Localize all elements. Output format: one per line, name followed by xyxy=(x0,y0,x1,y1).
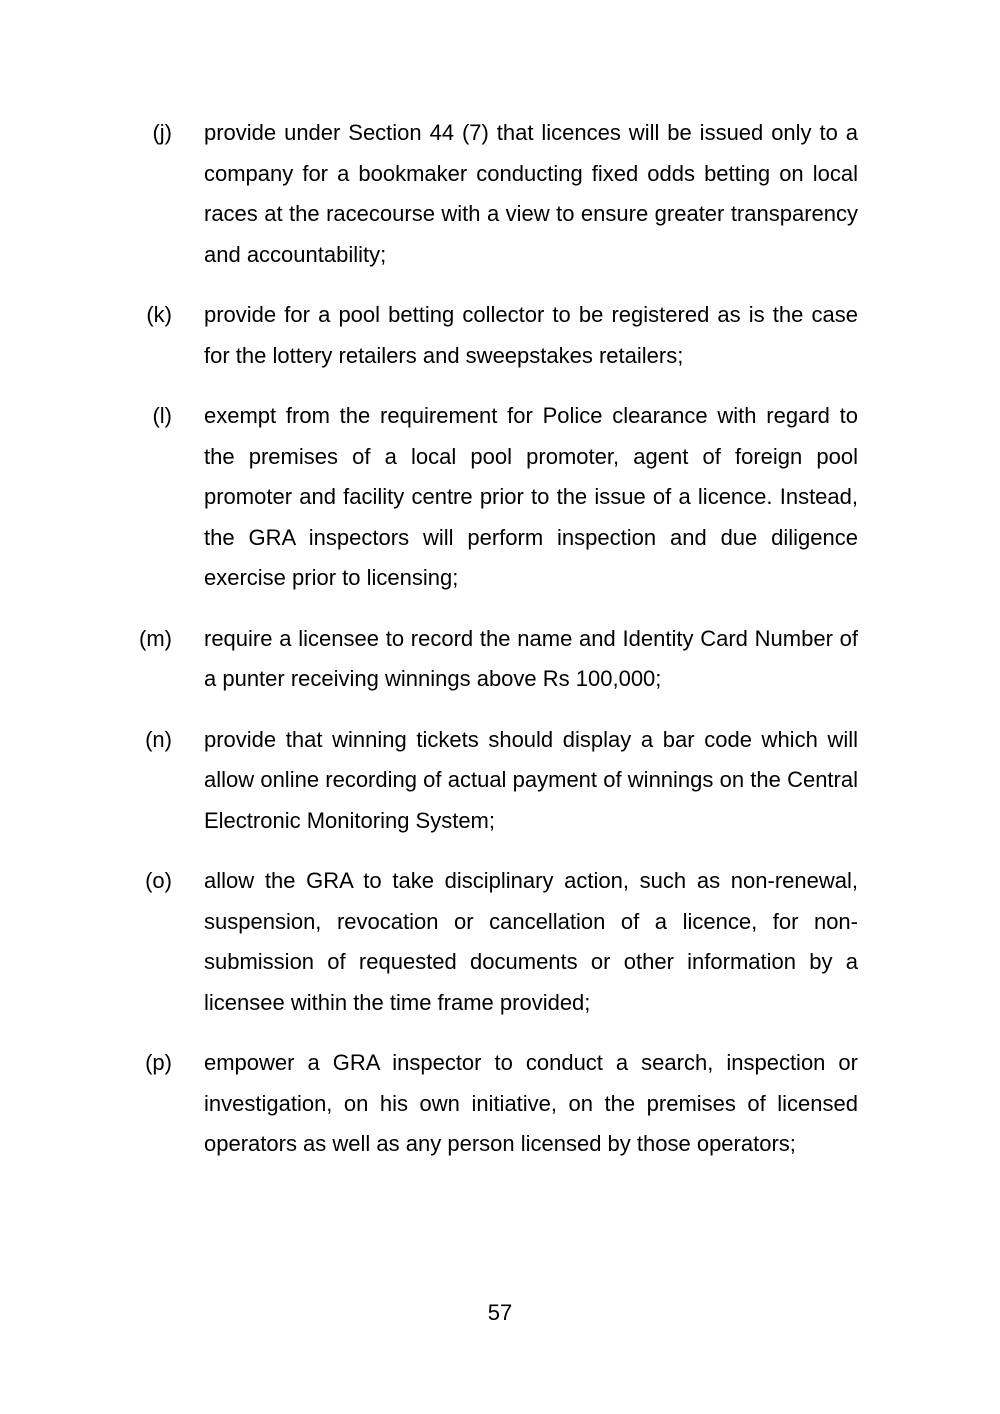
clause-label: (n) xyxy=(145,726,172,752)
clause-label: (l) xyxy=(152,403,172,428)
clause-p xyxy=(0,1043,1000,1165)
clause-text: allow the GRA to take disciplinary action, such as non-renewal, suspension, revocation or cancellation of a licence, for non-submission of requested documents or other information by a licensee within the time frame provided; xyxy=(204,868,858,1015)
clause-m xyxy=(0,619,1000,700)
page-number: 57 xyxy=(487,1300,513,1325)
clause-label: (j) xyxy=(152,120,172,145)
clause-text: provide under Section 44 (7) that licences will be issued only to a company for a bookmaker conducting fixed odds betting on local races at the racecourse with a view to ensure greater transparency and accountability; xyxy=(204,120,858,267)
clause-l xyxy=(0,396,1000,599)
clause-text: empower a GRA inspector to conduct a search, inspection or investigation, on his own initiative, on the premises of licensed operators as well as any person licensed by those operators; xyxy=(204,1050,858,1156)
clause-text: provide that winning tickets should display a bar code which will allow online recording of actual payment of winnings on the Central Electronic Monitoring System; xyxy=(204,726,858,833)
clause-label: (p) xyxy=(145,1050,172,1075)
clause-k xyxy=(0,295,1000,376)
clause-label: (m) xyxy=(139,625,172,651)
clause-o xyxy=(0,861,1000,1023)
clause-text: provide for a pool betting collector to be registered as is the case for the lottery retailers and sweepstakes retailers; xyxy=(204,302,858,368)
clause-label: (k) xyxy=(146,302,172,327)
clause-text: exempt from the requirement for Police clearance with regard to the premises of a local pool promoter, agent of foreign pool promoter and facility centre prior to the issue of a licence. Instead, the GRA inspectors will perform inspection and due diligence exercise prior to licensing; xyxy=(204,403,858,590)
clause-j xyxy=(0,113,1000,275)
clause-text: require a licensee to record the name and Identity Card Number of a punter receiving winnings above Rs 100,000; xyxy=(204,625,858,691)
clause-list xyxy=(0,113,1000,1185)
clause-label: (o) xyxy=(145,868,172,893)
clause-n xyxy=(0,720,1000,842)
